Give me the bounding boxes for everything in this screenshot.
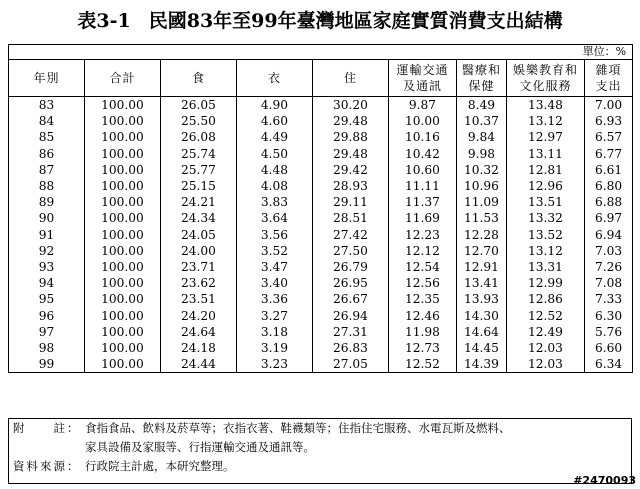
- note-line-2: 家具設備及家服等、行指運輸交通及通訊等。: [85, 440, 315, 454]
- value-cell: 12.54: [389, 259, 457, 275]
- column-header-line: 文化服務: [519, 79, 572, 93]
- value-cell: 29.48: [313, 113, 389, 129]
- value-cell: 7.08: [585, 275, 633, 291]
- value-cell: 25.77: [161, 162, 237, 178]
- value-cell: 3.23: [237, 356, 313, 373]
- consumption-table: [8, 44, 633, 373]
- value-cell: 26.94: [313, 307, 389, 323]
- unit-label: 單位：%: [9, 45, 633, 60]
- value-cell: 6.60: [585, 340, 633, 356]
- table-row: [9, 324, 633, 340]
- value-cell: 3.19: [237, 340, 313, 356]
- value-cell: 7.33: [585, 291, 633, 307]
- value-cell: 11.37: [389, 194, 457, 210]
- table-row: [9, 162, 633, 178]
- value-cell: 26.67: [313, 291, 389, 307]
- value-cell: 6.88: [585, 194, 633, 210]
- value-cell: 100.00: [85, 340, 161, 356]
- header-row: [9, 60, 633, 97]
- value-cell: 26.05: [161, 97, 237, 114]
- value-cell: 23.62: [161, 275, 237, 291]
- value-cell: 12.49: [507, 324, 585, 340]
- year-cell: 86: [9, 146, 85, 162]
- value-cell: 13.12: [507, 243, 585, 259]
- value-cell: 100.00: [85, 162, 161, 178]
- year-cell: 97: [9, 324, 85, 340]
- value-cell: 13.32: [507, 210, 585, 226]
- value-cell: 29.11: [313, 194, 389, 210]
- value-cell: 11.98: [389, 324, 457, 340]
- value-cell: 12.97: [507, 129, 585, 145]
- year-cell: 83: [9, 97, 85, 114]
- value-cell: 24.05: [161, 227, 237, 243]
- value-cell: 24.18: [161, 340, 237, 356]
- value-cell: 4.48: [237, 162, 313, 178]
- value-cell: 6.61: [585, 162, 633, 178]
- column-header-line: 住: [343, 71, 357, 85]
- column-header: [585, 60, 633, 97]
- year-cell: 92: [9, 243, 85, 259]
- value-cell: 10.37: [457, 113, 507, 129]
- source-text: 行政院主計處，本研究整理。: [85, 459, 235, 473]
- value-cell: 100.00: [85, 227, 161, 243]
- value-cell: 23.71: [161, 259, 237, 275]
- column-header-line: 保健: [468, 79, 495, 93]
- column-header-line: 娛樂教育和: [512, 63, 578, 77]
- value-cell: 6.30: [585, 307, 633, 323]
- value-cell: 6.94: [585, 227, 633, 243]
- value-cell: 12.52: [507, 307, 585, 323]
- table-row: [9, 259, 633, 275]
- value-cell: 12.56: [389, 275, 457, 291]
- value-cell: 12.86: [507, 291, 585, 307]
- value-cell: 28.51: [313, 210, 389, 226]
- source-row: [9, 457, 631, 476]
- value-cell: 4.49: [237, 129, 313, 145]
- value-cell: 27.31: [313, 324, 389, 340]
- value-cell: 11.53: [457, 210, 507, 226]
- value-cell: 100.00: [85, 210, 161, 226]
- value-cell: 26.08: [161, 129, 237, 145]
- year-cell: 96: [9, 307, 85, 323]
- value-cell: 12.99: [507, 275, 585, 291]
- unit-row: [9, 45, 633, 60]
- value-cell: 6.93: [585, 113, 633, 129]
- value-cell: 12.81: [507, 162, 585, 178]
- value-cell: 3.36: [237, 291, 313, 307]
- watermark: #2470093: [573, 474, 636, 487]
- value-cell: 6.97: [585, 210, 633, 226]
- value-cell: 12.35: [389, 291, 457, 307]
- note-row-1: [9, 419, 631, 438]
- value-cell: 12.28: [457, 227, 507, 243]
- value-cell: 27.50: [313, 243, 389, 259]
- value-cell: 100.00: [85, 178, 161, 194]
- column-header-line: 及通訊: [402, 79, 442, 93]
- column-header: [507, 60, 585, 97]
- value-cell: 13.52: [507, 227, 585, 243]
- value-cell: 24.20: [161, 307, 237, 323]
- note-label: 附 註：: [13, 421, 81, 435]
- value-cell: 30.20: [313, 97, 389, 114]
- table-row: [9, 210, 633, 226]
- year-cell: 94: [9, 275, 85, 291]
- value-cell: 10.00: [389, 113, 457, 129]
- value-cell: 12.52: [389, 356, 457, 373]
- value-cell: 100.00: [85, 307, 161, 323]
- table-row: [9, 243, 633, 259]
- value-cell: 28.93: [313, 178, 389, 194]
- value-cell: 24.21: [161, 194, 237, 210]
- value-cell: 3.56: [237, 227, 313, 243]
- value-cell: 11.69: [389, 210, 457, 226]
- table-row: [9, 129, 633, 145]
- value-cell: 12.03: [507, 356, 585, 373]
- year-cell: 87: [9, 162, 85, 178]
- value-cell: 100.00: [85, 356, 161, 373]
- value-cell: 10.42: [389, 146, 457, 162]
- value-cell: 3.18: [237, 324, 313, 340]
- table-row: [9, 275, 633, 291]
- value-cell: 10.60: [389, 162, 457, 178]
- column-header: [161, 60, 237, 97]
- table-row: [9, 356, 633, 373]
- value-cell: 13.11: [507, 146, 585, 162]
- year-cell: 90: [9, 210, 85, 226]
- year-cell: 93: [9, 259, 85, 275]
- value-cell: 14.30: [457, 307, 507, 323]
- column-header: [313, 60, 389, 97]
- year-cell: 95: [9, 291, 85, 307]
- table-row: [9, 307, 633, 323]
- value-cell: 12.96: [507, 178, 585, 194]
- value-cell: 9.84: [457, 129, 507, 145]
- value-cell: 6.34: [585, 356, 633, 373]
- value-cell: 25.15: [161, 178, 237, 194]
- value-cell: 29.42: [313, 162, 389, 178]
- value-cell: 14.45: [457, 340, 507, 356]
- value-cell: 12.23: [389, 227, 457, 243]
- value-cell: 12.46: [389, 307, 457, 323]
- value-cell: 3.47: [237, 259, 313, 275]
- table-row: [9, 97, 633, 114]
- value-cell: 11.11: [389, 178, 457, 194]
- value-cell: 100.00: [85, 113, 161, 129]
- value-cell: 7.03: [585, 243, 633, 259]
- value-cell: 13.12: [507, 113, 585, 129]
- table-row: [9, 146, 633, 162]
- value-cell: 13.48: [507, 97, 585, 114]
- value-cell: 3.27: [237, 307, 313, 323]
- value-cell: 12.70: [457, 243, 507, 259]
- value-cell: 25.74: [161, 146, 237, 162]
- value-cell: 3.52: [237, 243, 313, 259]
- table-row: [9, 291, 633, 307]
- value-cell: 24.64: [161, 324, 237, 340]
- table-row: [9, 194, 633, 210]
- note-row-2: [9, 438, 631, 457]
- column-header: [457, 60, 507, 97]
- table-row: [9, 227, 633, 243]
- value-cell: 13.51: [507, 194, 585, 210]
- year-cell: 84: [9, 113, 85, 129]
- value-cell: 3.83: [237, 194, 313, 210]
- value-cell: 13.31: [507, 259, 585, 275]
- value-cell: 26.79: [313, 259, 389, 275]
- value-cell: 10.16: [389, 129, 457, 145]
- value-cell: 100.00: [85, 324, 161, 340]
- value-cell: 27.05: [313, 356, 389, 373]
- value-cell: 11.09: [457, 194, 507, 210]
- value-cell: 25.50: [161, 113, 237, 129]
- table-row: [9, 178, 633, 194]
- value-cell: 24.34: [161, 210, 237, 226]
- value-cell: 7.00: [585, 97, 633, 114]
- note-line-1: 食指食品、飲料及菸草等；衣指衣著、鞋襪類等；住指住宅服務、水電瓦斯及燃料、: [85, 421, 511, 435]
- column-header: [389, 60, 457, 97]
- value-cell: 14.64: [457, 324, 507, 340]
- table-title-text: 民國83年至99年臺灣地區家庭實質消費支出結構: [148, 10, 563, 32]
- value-cell: 12.03: [507, 340, 585, 356]
- value-cell: 100.00: [85, 146, 161, 162]
- year-cell: 99: [9, 356, 85, 373]
- value-cell: 7.26: [585, 259, 633, 275]
- value-cell: 100.00: [85, 129, 161, 145]
- value-cell: 6.57: [585, 129, 633, 145]
- value-cell: 12.73: [389, 340, 457, 356]
- column-header-line: 醫療和: [461, 63, 501, 77]
- value-cell: 100.00: [85, 97, 161, 114]
- value-cell: 23.51: [161, 291, 237, 307]
- value-cell: 27.42: [313, 227, 389, 243]
- year-cell: 88: [9, 178, 85, 194]
- column-header: [85, 60, 161, 97]
- value-cell: 10.96: [457, 178, 507, 194]
- value-cell: 100.00: [85, 291, 161, 307]
- value-cell: 4.60: [237, 113, 313, 129]
- column-header: [237, 60, 313, 97]
- year-cell: 98: [9, 340, 85, 356]
- column-header-line: 運輸交通: [396, 63, 449, 77]
- value-cell: 100.00: [85, 194, 161, 210]
- value-cell: 29.48: [313, 146, 389, 162]
- value-cell: 100.00: [85, 259, 161, 275]
- value-cell: 4.90: [237, 97, 313, 114]
- value-cell: 24.00: [161, 243, 237, 259]
- year-cell: 91: [9, 227, 85, 243]
- table-row: [9, 113, 633, 129]
- value-cell: 26.83: [313, 340, 389, 356]
- value-cell: 12.12: [389, 243, 457, 259]
- table-number: 表3-1: [77, 10, 131, 32]
- column-header-line: 衣: [267, 71, 281, 85]
- value-cell: 13.41: [457, 275, 507, 291]
- year-cell: 89: [9, 194, 85, 210]
- value-cell: 13.93: [457, 291, 507, 307]
- value-cell: 100.00: [85, 243, 161, 259]
- table-row: [9, 340, 633, 356]
- value-cell: 3.64: [237, 210, 313, 226]
- column-header-line: 食: [191, 71, 205, 85]
- value-cell: 14.39: [457, 356, 507, 373]
- value-cell: 4.08: [237, 178, 313, 194]
- value-cell: 100.00: [85, 275, 161, 291]
- value-cell: 6.77: [585, 146, 633, 162]
- column-header-line: 雜項: [595, 63, 622, 77]
- column-header-line: 合計: [109, 71, 136, 85]
- year-cell: 85: [9, 129, 85, 145]
- value-cell: 24.44: [161, 356, 237, 373]
- column-header-line: 年別: [33, 71, 60, 85]
- value-cell: 6.80: [585, 178, 633, 194]
- notes-box: [8, 418, 632, 484]
- column-header-line: 支出: [595, 79, 622, 93]
- value-cell: 8.49: [457, 97, 507, 114]
- value-cell: 9.87: [389, 97, 457, 114]
- value-cell: 5.76: [585, 324, 633, 340]
- table-title: [0, 6, 640, 33]
- source-label: 資料來源：: [13, 459, 81, 473]
- value-cell: 4.50: [237, 146, 313, 162]
- value-cell: 26.95: [313, 275, 389, 291]
- value-cell: 3.40: [237, 275, 313, 291]
- value-cell: 9.98: [457, 146, 507, 162]
- value-cell: 12.91: [457, 259, 507, 275]
- column-header: [9, 60, 85, 97]
- value-cell: 10.32: [457, 162, 507, 178]
- value-cell: 29.88: [313, 129, 389, 145]
